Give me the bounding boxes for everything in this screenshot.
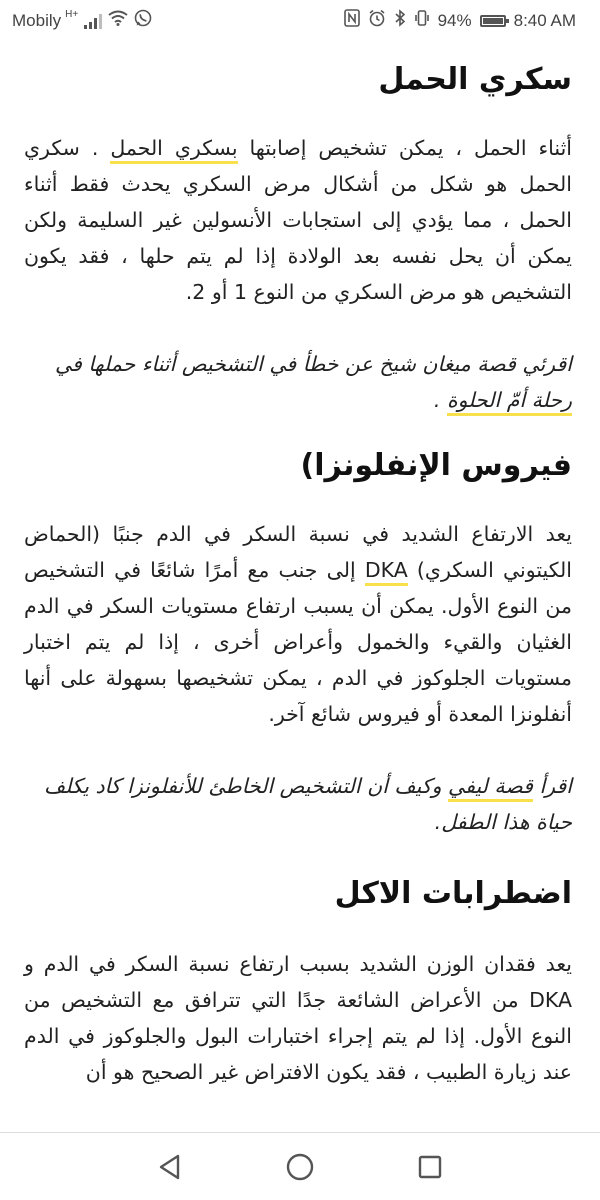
gestational-diabetes-link[interactable]: بسكري الحمل [110, 136, 237, 164]
signal-bars-icon [84, 13, 102, 29]
whatsapp-icon [134, 9, 152, 32]
battery-percent: 94% [437, 10, 472, 30]
article-content[interactable] [0, 40, 600, 1132]
battery-icon [480, 15, 506, 27]
sweet-mom-journey-link[interactable]: رحلة أمّ الحلوة [447, 388, 572, 416]
section-heading-eating-disorders: اضطرابات الاكل [334, 876, 572, 911]
body-text-segment: إلى جنب مع أمرًا شائعًا في التشخيص من النوع الأول. يمكن أن يسبب ارتفاع مستويات السكر في الدم الغثيان والقيء والخمول وأعراض أخرى ، إذا لم يتم اختبار مستويات الجلوكوز في الدم ، يمكن تشخيصها بسهولة على أنها أنفلونزا المعدة أو فيروس شائع آخر. [24, 558, 572, 726]
body-text-segment: . سكري الحمل هو شكل من أشكال مرض السكري يحدث فقط أثناء الحمل ، مما يؤدي إلى استجابات الأنسولين غير السليمة ولكن يمكن أن يحل نفسه بعد الولادة إذا لم يتم حلها ، فقد يكون التشخيص هو مرض السكري من النوع 1 أو 2. [24, 136, 572, 304]
related-story-note-levi [24, 768, 572, 840]
status-left-group [12, 9, 152, 32]
network-type-label: H+ [65, 9, 79, 20]
section-body-gestational-diabetes [24, 130, 572, 310]
dka-highlight: DKA [365, 558, 408, 586]
bluetooth-icon [394, 9, 406, 32]
home-circle-icon[interactable] [284, 1151, 316, 1183]
wifi-icon [108, 10, 128, 31]
back-triangle-icon[interactable] [154, 1151, 186, 1183]
vibrate-icon [414, 9, 430, 32]
carrier-name: Mobily [12, 10, 62, 30]
note-text-segment: وكيف أن التشخيص الخاطئ للأنفلونزا كاد يكلف حياة هذا الطفل. [43, 774, 572, 834]
body-text-segment: يعد الارتفاع الشديد في نسبة السكر في الدم جنبًا (الحماض الكيتوني السكري) [24, 522, 572, 582]
section-body-influenza [24, 516, 572, 732]
note-text-segment: . [433, 388, 447, 412]
clock-time: 8:40 AM [513, 10, 576, 30]
note-text-segment: اقرئي قصة ميغان شيخ عن خطأ في التشخيص أثناء حملها في [54, 352, 572, 376]
battery-level-fill [483, 18, 503, 24]
note-text-segment: اقرأ [532, 774, 572, 798]
recents-square-icon[interactable] [414, 1151, 446, 1183]
levi-story-link[interactable]: قصة ليفي [448, 774, 533, 802]
alarm-icon [368, 9, 386, 32]
body-text-segment: أثناء الحمل ، يمكن تشخيص إصابتها [237, 136, 572, 160]
nfc-icon [344, 9, 360, 32]
section-heading-gestational-diabetes: سكري الحمل [378, 62, 572, 97]
status-right-group [344, 9, 576, 32]
section-body-eating-disorders: يعد فقدان الوزن الشديد بسبب ارتفاع نسبة السكر في الدم و DKA من الأعراض الشائعة جدًا التي تترافق مع التشخيص من النوع الأول. إذا لم يتم إجراء اختبارات البول والجلوكوز في الدم عند زيارة الطبيب ، فقد يكون الافتراض غير الصحيح هو أن [24, 952, 572, 1084]
system-navigation-bar [0, 1132, 600, 1200]
related-story-note-megan [24, 346, 572, 418]
status-bar [0, 0, 600, 40]
section-heading-influenza: فيروس الإنفلونزا) [300, 448, 572, 483]
